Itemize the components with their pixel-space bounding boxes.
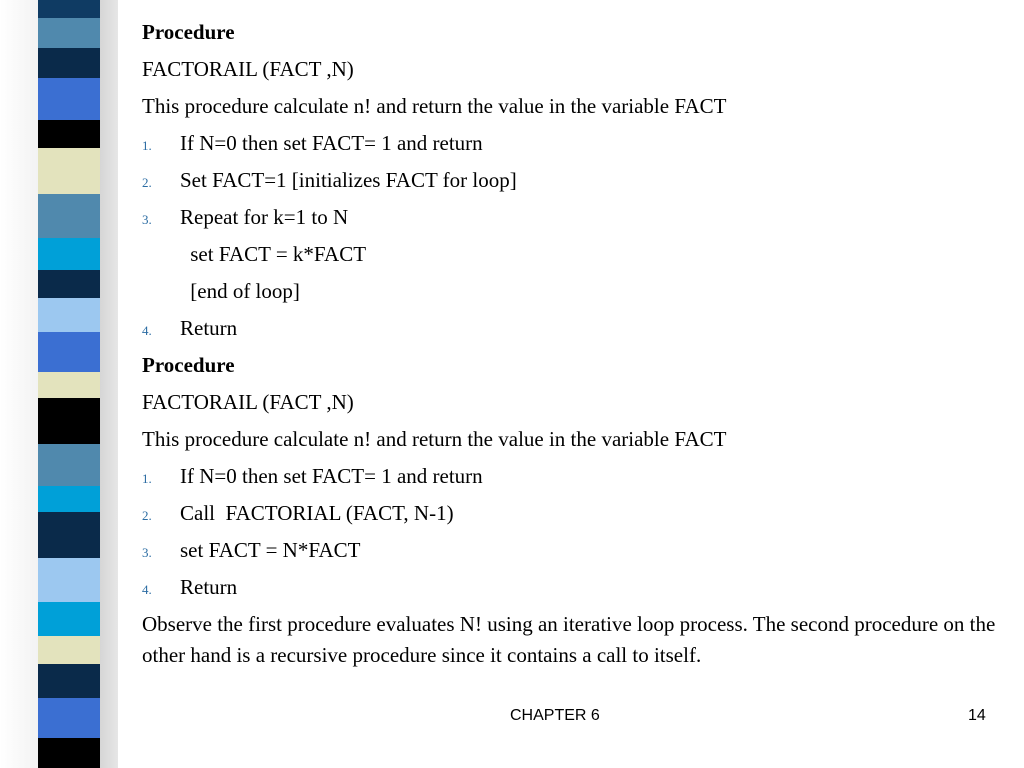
loop-end-line: [end of loop] (185, 279, 300, 303)
procedure-heading-1: Procedure (142, 20, 235, 44)
list-text: Repeat for k=1 to N (180, 205, 349, 229)
list-item (142, 532, 1014, 569)
procedure-description-1: This procedure calculate n! and return the value in the variable FACT (142, 94, 727, 118)
list-number: 1. (142, 138, 152, 153)
list-item (142, 310, 1014, 347)
list-text: If N=0 then set FACT= 1 and return (180, 464, 483, 488)
list-text: set FACT = N*FACT (180, 538, 361, 562)
procedure-description-2: This procedure calculate n! and return the value in the variable FACT (142, 427, 727, 451)
list-number: 3. (142, 212, 152, 227)
list-number: 2. (142, 175, 152, 190)
list-item (142, 458, 1014, 495)
list-item (142, 495, 1014, 532)
list-number: 2. (142, 508, 152, 523)
loop-body-line: set FACT = k*FACT (185, 242, 367, 266)
list-text: Return (180, 575, 238, 599)
list-item (142, 162, 1014, 199)
footer-chapter-label: CHAPTER 6 (510, 707, 600, 724)
list-number: 4. (142, 582, 152, 597)
observation-paragraph: Observe the first procedure evaluates N! using an iterative loop process. The second procedure on the other hand is a recursive procedure since it contains a call to itself. (142, 612, 996, 667)
list-number: 4. (142, 323, 152, 338)
decorative-color-strip (38, 0, 100, 768)
slide-body (142, 14, 1014, 671)
procedure-name-2: FACTORAIL (FACT ,N) (142, 390, 354, 414)
list-item (142, 199, 1014, 236)
list-item (142, 569, 1014, 606)
list-number: 1. (142, 471, 152, 486)
list-number: 3. (142, 545, 152, 560)
strip-blocks-graphic (38, 0, 100, 768)
procedure-heading-2: Procedure (142, 353, 235, 377)
list-text: Return (180, 316, 238, 340)
list-text: Call FACTORIAL (FACT, N-1) (180, 501, 454, 525)
list-item (142, 125, 1014, 162)
list-text: If N=0 then set FACT= 1 and return (180, 131, 483, 155)
footer-page-number: 14 (968, 707, 986, 724)
list-text: Set FACT=1 [initializes FACT for loop] (180, 168, 517, 192)
procedure-name-1: FACTORAIL (FACT ,N) (142, 57, 354, 81)
